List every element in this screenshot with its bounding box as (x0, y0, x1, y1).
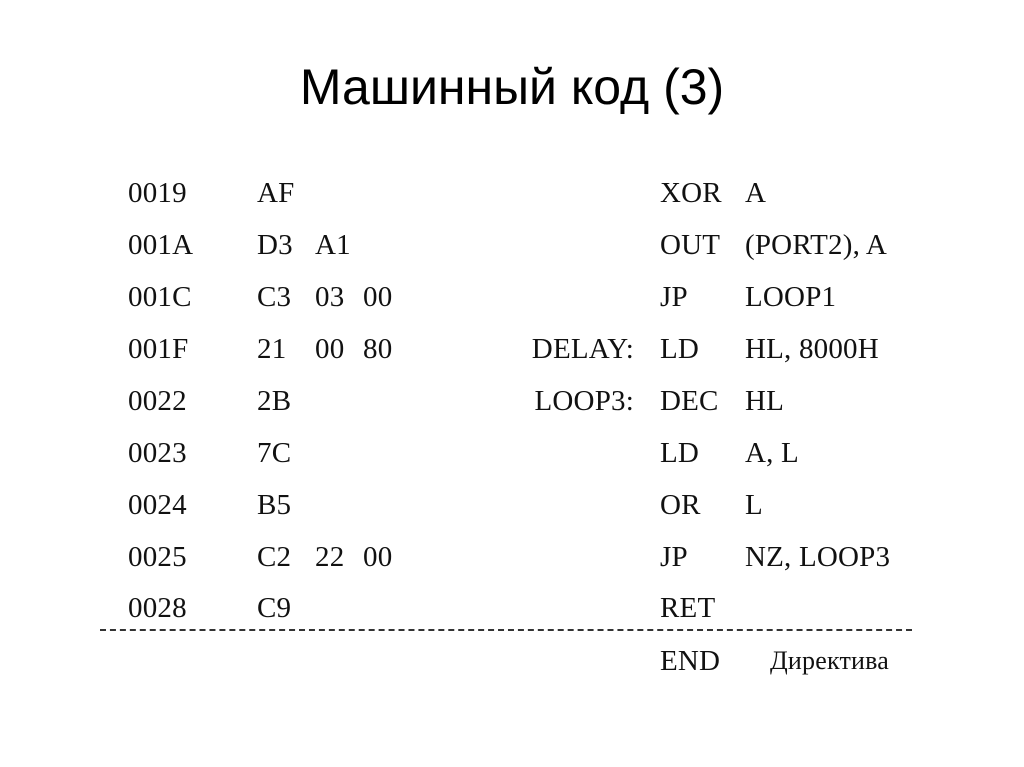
listing-row (0, 277, 1024, 317)
address: 001A (128, 229, 194, 261)
operand: L (745, 489, 763, 521)
opcode-byte: 2B (257, 385, 292, 417)
address: 0024 (128, 489, 187, 521)
listing-row (0, 537, 1024, 577)
opcode-byte: A1 (315, 229, 351, 261)
operand: HL, 8000H (745, 333, 879, 365)
address: 0019 (128, 177, 187, 209)
opcode-byte: C9 (257, 592, 292, 624)
address: 001F (128, 333, 189, 365)
opcode-byte: B5 (257, 489, 292, 521)
opcode-byte: C2 (257, 541, 292, 573)
mnemonic: JP (660, 281, 688, 313)
operand: A (745, 177, 767, 209)
listing-row (0, 329, 1024, 369)
operand: (PORT2), A (745, 229, 888, 261)
opcode-byte: D3 (257, 229, 293, 261)
opcode-byte: 7C (257, 437, 292, 469)
end-row (0, 641, 1024, 681)
mnemonic: OUT (660, 229, 721, 261)
mnemonic: XOR (660, 177, 722, 209)
opcode-byte: 00 (363, 281, 393, 313)
mnemonic: END (660, 645, 721, 677)
opcode-byte: 00 (315, 333, 345, 365)
operand: LOOP1 (745, 281, 837, 313)
code-label: LOOP3: (534, 385, 634, 417)
mnemonic: JP (660, 541, 688, 573)
opcode-byte: AF (257, 177, 295, 209)
separator-line (100, 629, 912, 631)
listing-row (0, 225, 1024, 265)
operand: HL (745, 385, 785, 417)
opcode-byte: 80 (363, 333, 393, 365)
mnemonic: LD (660, 437, 700, 469)
address: 0023 (128, 437, 187, 469)
operand: NZ, LOOP3 (745, 541, 891, 573)
listing-row (0, 588, 1024, 628)
listing-row (0, 433, 1024, 473)
code-label: DELAY: (531, 333, 634, 365)
operand: A, L (745, 437, 799, 469)
mnemonic: DEC (660, 385, 719, 417)
opcode-byte: 00 (363, 541, 393, 573)
address: 001C (128, 281, 192, 313)
address: 0028 (128, 592, 187, 624)
opcode-byte: 03 (315, 281, 345, 313)
mnemonic: OR (660, 489, 701, 521)
address: 0025 (128, 541, 187, 573)
mnemonic: RET (660, 592, 716, 624)
listing-row (0, 173, 1024, 213)
opcode-byte: 22 (315, 541, 345, 573)
opcode-byte: C3 (257, 281, 292, 313)
mnemonic: LD (660, 333, 700, 365)
slide-title: Машинный код (3) (299, 59, 725, 115)
address: 0022 (128, 385, 187, 417)
listing-row (0, 485, 1024, 525)
directive-note: Директива (770, 646, 890, 675)
listing-row (0, 381, 1024, 421)
opcode-byte: 21 (257, 333, 287, 365)
